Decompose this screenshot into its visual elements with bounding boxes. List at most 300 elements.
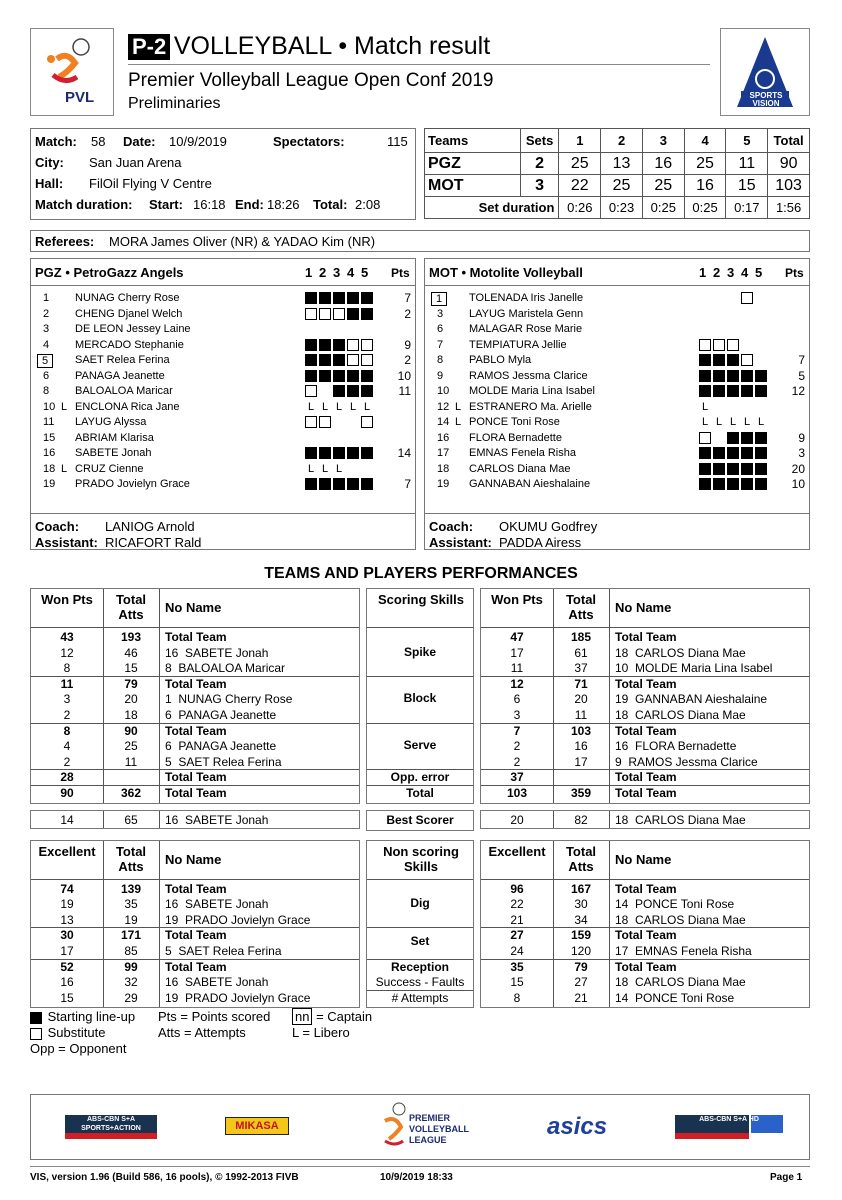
blank-square: [699, 308, 711, 320]
libero-set-marker: L: [335, 400, 343, 413]
player-points: 10: [397, 368, 411, 383]
match-info-box: [30, 128, 416, 220]
won-value: 4: [63, 739, 71, 754]
skill-name: Block: [403, 691, 437, 706]
set-duration-row: [425, 197, 810, 219]
end-label: End:: [235, 197, 264, 212]
skills-header: Scoring Skills: [378, 592, 464, 607]
libero-set-marker: L: [729, 416, 737, 428]
substitute-square-icon: [699, 339, 711, 351]
starting-square-icon: [741, 463, 753, 475]
player-name: FLORA Bernadette: [469, 431, 562, 444]
sponsor-sa-logo: [59, 1111, 163, 1141]
set3-header: 3: [642, 129, 684, 153]
won-value: 19: [60, 897, 74, 912]
player-name: CHENG Djanel Welch: [75, 307, 183, 320]
starting-square-icon: [347, 308, 359, 320]
column-header: Won Pts: [491, 592, 543, 607]
team-b-title: MOT • Motolite Volleyball: [429, 265, 583, 280]
player-number: 9: [437, 369, 444, 382]
player-row: [31, 338, 415, 353]
team-code: MOT: [425, 175, 521, 197]
won-value: 15: [510, 975, 524, 990]
blank-square: [713, 323, 725, 335]
starting-square-icon: [305, 354, 317, 366]
player-name: DE LEON Jessey Laine: [75, 323, 191, 335]
player-number: 8: [43, 385, 50, 397]
blank-square: [347, 416, 359, 428]
starting-square-icon: [305, 292, 317, 304]
set-duration: 0:25: [684, 197, 726, 219]
won-value: 27: [510, 928, 524, 943]
blank-square: [361, 432, 373, 444]
substitute-square-icon: [361, 354, 373, 366]
won-value: 17: [510, 645, 524, 660]
substitute-square-icon: [319, 416, 331, 428]
column-divider: [609, 811, 610, 829]
name-value: Total Team: [615, 676, 677, 691]
substitute-square-icon: [30, 1028, 42, 1040]
blank-square: [347, 463, 359, 475]
name-value: Total Team: [165, 723, 227, 738]
starting-square-icon: [333, 339, 345, 351]
set-participation: [305, 415, 375, 430]
starting-square-icon: [713, 447, 725, 459]
blank-square: [347, 323, 359, 335]
won-value: 74: [60, 881, 74, 896]
team-b-divider: [425, 285, 809, 286]
substitute-square-icon: [713, 339, 725, 351]
player-number: 19: [437, 478, 450, 490]
score-header-row: [425, 129, 810, 153]
skills-header: Non scoring Skills: [383, 843, 459, 874]
name-value: 5 SAET Relea Ferina: [165, 943, 282, 958]
name-value: 19 PRADO Jovielyn Grace: [165, 912, 311, 927]
player-name: PRADO Jovielyn Grace: [75, 478, 190, 490]
set-header: 5: [361, 265, 369, 280]
name-value: 10 MOLDE Maria Lina Isabel: [615, 661, 773, 676]
attempts-value: 35: [124, 897, 138, 912]
player-row: [425, 415, 809, 430]
starting-square-icon: [727, 432, 739, 444]
name-value: 9 RAMOS Jessma Clarice: [615, 754, 758, 769]
won-value: 2: [63, 708, 71, 722]
won-value: 103: [506, 786, 528, 800]
skill-name: Dig: [410, 896, 430, 911]
player-name: SABETE Jonah: [75, 447, 152, 459]
player-name: LAYUG Maristela Genn: [469, 307, 584, 320]
blank-square: [319, 385, 331, 397]
won-value: 21: [510, 912, 524, 927]
player-row: [425, 291, 809, 306]
won-value: 14: [60, 812, 74, 827]
player-name: NUNAG Cherry Rose: [75, 292, 180, 304]
name-value: Total Team: [615, 928, 677, 943]
name-value: 16 SABETE Jonah: [165, 645, 269, 660]
player-name: BALOALOA Maricar: [75, 385, 173, 397]
attempts-value: 120: [570, 943, 592, 958]
name-value: 18 CARLOS Diana Mae: [615, 975, 746, 990]
legend-atts: Atts = Attempts: [158, 1025, 246, 1040]
won-value: 28: [60, 770, 74, 785]
starting-square-icon: [727, 478, 739, 490]
starting-square-icon: [361, 308, 373, 320]
set-participation: [305, 322, 375, 337]
competition-name: Premier Volleyball League Open Conf 2019: [128, 70, 494, 91]
name-value: 19 GANNABAN Aieshalaine: [615, 692, 768, 707]
team-b-coach-divider: [425, 513, 809, 514]
attempts-value: 21: [574, 990, 588, 1005]
skill-name: Spike: [403, 644, 436, 659]
libero-set-marker: L: [321, 462, 329, 475]
libero-set-marker: L: [307, 462, 315, 475]
attempts-value: 27: [574, 975, 588, 990]
page-title: VOLLEYBALL • Match result: [173, 32, 491, 60]
starting-square-icon: [305, 478, 317, 490]
starting-square-icon: [319, 447, 331, 459]
end-time: 18:26: [267, 197, 300, 212]
set-participation: [699, 446, 769, 461]
player-number: 14: [437, 416, 450, 428]
player-number: 15: [43, 431, 56, 444]
won-value: 2: [513, 754, 521, 769]
team-a-roster: [30, 258, 416, 550]
assistant-label: Assistant:: [35, 535, 98, 550]
libero-set-marker: L: [757, 416, 765, 428]
starting-square-icon: [727, 370, 739, 382]
sponsor-name: ABS-CBN S+A HD: [699, 1116, 759, 1123]
won-value: 7: [513, 723, 521, 738]
player-points: 2: [404, 306, 411, 321]
player-points: 20: [791, 461, 805, 476]
legend-pts: Pts = Points scored: [158, 1009, 271, 1024]
player-points: 7: [404, 291, 411, 305]
skill-name: Best Scorer: [386, 812, 454, 827]
starting-square-icon: [361, 385, 373, 397]
attempts-value: 362: [120, 786, 142, 800]
starting-square-icon: [727, 354, 739, 366]
player-number: 10: [437, 385, 450, 397]
starting-square-icon: [347, 292, 359, 304]
player-name: TEMPIATURA Jellie: [469, 338, 567, 351]
player-name: SAET Relea Ferina: [75, 354, 170, 366]
starting-square-icon: [333, 292, 345, 304]
header-divider: [481, 627, 809, 628]
name-value: 14 PONCE Toni Rose: [615, 897, 735, 912]
column-header: No Name: [165, 851, 222, 867]
player-row: [31, 400, 415, 415]
teams-header: Teams: [425, 129, 521, 153]
starting-square-icon: [333, 370, 345, 382]
total-header: Total: [768, 129, 810, 153]
team-b-player-list: [425, 291, 809, 491]
blank-square: [319, 323, 331, 335]
set-participation: [305, 446, 375, 461]
name-value: 18 CARLOS Diana Mae: [615, 812, 746, 827]
starting-square-icon: [755, 370, 767, 382]
blank-square: [741, 401, 753, 413]
won-value: 30: [60, 928, 74, 943]
column-divider: [609, 589, 610, 803]
player-points: 7: [404, 477, 411, 491]
sports-vision-text: SPORTS VISION: [749, 91, 783, 108]
starting-square-icon: [741, 385, 753, 397]
won-value: 90: [60, 786, 74, 800]
pvl-logo: [30, 28, 114, 116]
set2-header: 2: [601, 129, 643, 153]
player-row: [31, 384, 415, 399]
substitute-square-icon: [741, 292, 753, 304]
player-points: 12: [791, 384, 805, 398]
substitute-square-icon: [305, 308, 317, 320]
substitute-square-icon: [361, 416, 373, 428]
header-divider: [367, 879, 473, 880]
player-row: [425, 446, 809, 461]
set-header: 2: [713, 265, 721, 280]
set-score: 15: [726, 175, 768, 197]
player-number: 5: [37, 354, 53, 368]
set-duration: 0:23: [601, 197, 643, 219]
phase-name: Preliminaries: [128, 95, 221, 112]
player-name: TOLENADA Iris Janelle: [469, 292, 584, 304]
legend-opp: Opp = Opponent: [30, 1041, 127, 1056]
player-row: [425, 322, 809, 337]
starting-square-icon: [347, 478, 359, 490]
libero-set-marker: L: [363, 400, 371, 413]
libero-set-marker: L: [307, 400, 315, 413]
skills-column: [366, 588, 474, 804]
starting-square-icon: [361, 292, 373, 304]
group-divider: [367, 676, 473, 677]
substitute-square-icon: [333, 308, 345, 320]
player-row: [425, 431, 809, 446]
legend-substitute: [30, 1025, 105, 1040]
libero-set-marker: L: [743, 416, 751, 428]
starting-square-icon: [727, 463, 739, 475]
column-header: Excellent: [38, 843, 96, 859]
set-participation: [305, 462, 375, 477]
pts-header: Pts: [391, 266, 410, 280]
player-row: [425, 307, 809, 322]
starting-square-icon: [361, 478, 373, 490]
total-time: 2:08: [355, 197, 381, 212]
name-value: 18 CARLOS Diana Mae: [615, 912, 746, 927]
attempts-value: 16: [574, 739, 588, 754]
set-participation: [699, 322, 769, 337]
name-value: 14 PONCE Toni Rose: [615, 990, 735, 1005]
set1-header: 1: [559, 129, 601, 153]
set-participation: [305, 431, 375, 446]
blank-square: [333, 323, 345, 335]
starting-square-icon: [713, 385, 725, 397]
set-duration-label: Set duration: [425, 197, 559, 219]
player-row: [425, 462, 809, 477]
set-participation: [699, 431, 769, 446]
set-score: 16: [642, 153, 684, 175]
match-label: Match:: [35, 134, 77, 149]
starting-square-icon: [755, 385, 767, 397]
header-divider: [367, 627, 473, 628]
libero-set-marker: L: [715, 416, 723, 428]
substitute-square-icon: [741, 354, 753, 366]
won-value: 3: [63, 692, 71, 707]
hall-label: Hall:: [35, 176, 64, 191]
player-number: 8: [437, 354, 444, 366]
sponsor-bar: [30, 1094, 810, 1160]
blank-square: [755, 339, 767, 351]
player-number: 2: [43, 307, 50, 320]
attempts-value: 99: [124, 959, 138, 974]
performance-side-table: [480, 840, 810, 1009]
sponsor-name: ABS-CBN S+A SPORTS+ACTION: [81, 1116, 141, 1132]
skills-column: [366, 810, 474, 832]
libero-marker: L: [455, 400, 462, 413]
name-value: Total Team: [615, 630, 677, 644]
set-header: 4: [741, 265, 749, 280]
sports-vision-logo: [720, 28, 810, 116]
team-a-divider: [31, 285, 415, 286]
column-header: No Name: [615, 851, 672, 867]
set-header: 3: [727, 265, 735, 280]
name-value: 16 FLORA Bernadette: [615, 739, 737, 754]
set-duration: 0:17: [726, 197, 768, 219]
referees-label: Referees:: [35, 234, 95, 249]
libero-set-marker: L: [349, 400, 357, 413]
player-row: [425, 477, 809, 492]
blank-square: [713, 432, 725, 444]
blank-square: [727, 292, 739, 304]
header-divider: [481, 879, 809, 880]
substitute-square-icon: [361, 339, 373, 351]
won-value: 37: [510, 770, 524, 785]
player-row: [31, 446, 415, 461]
name-value: 5 SAET Relea Ferina: [165, 754, 282, 769]
player-points: 7: [798, 353, 805, 367]
blank-square: [741, 339, 753, 351]
name-value: 1 NUNAG Cherry Rose: [165, 692, 293, 707]
name-value: 19 PRADO Jovielyn Grace: [165, 990, 311, 1005]
name-value: Total Team: [165, 676, 227, 691]
won-value: 47: [510, 630, 524, 644]
set-score: 25: [559, 153, 601, 175]
player-points: 9: [798, 430, 805, 445]
won-value: 12: [510, 676, 524, 691]
legend: [30, 1009, 430, 1059]
set-header: 1: [699, 265, 707, 280]
performance-side-table: [30, 840, 360, 1009]
starting-square-icon: [755, 478, 767, 490]
referees-value: MORA James Oliver (NR) & YADAO Kim (NR): [109, 234, 376, 249]
player-number: 1: [431, 292, 447, 306]
libero-set-marker: L: [321, 400, 329, 413]
attempts-value: 20: [574, 692, 588, 707]
starting-square-icon: [347, 385, 359, 397]
team-b-roster: [424, 258, 810, 550]
attempts-value: 61: [574, 645, 588, 660]
attempts-value: 25: [124, 739, 138, 754]
starting-square-icon: [699, 447, 711, 459]
blank-square: [727, 401, 739, 413]
attempts-value: 79: [124, 676, 138, 691]
player-row: [425, 369, 809, 384]
blank-square: [333, 416, 345, 428]
set-participation: [305, 369, 375, 384]
blank-square: [713, 292, 725, 304]
player-row: [425, 338, 809, 353]
sets-won: 2: [520, 153, 559, 175]
captain-box: nn: [292, 1008, 312, 1025]
player-name: ENCLONA Rica Jane: [75, 400, 180, 413]
attempts-value: 17: [574, 754, 588, 769]
skill-name: Total: [406, 786, 434, 800]
blank-square: [713, 308, 725, 320]
blank-square: [755, 323, 767, 335]
attempts-value: 30: [574, 897, 588, 912]
player-points: 10: [791, 477, 805, 491]
set-score: 16: [684, 175, 726, 197]
won-value: 52: [60, 959, 74, 974]
won-value: 6: [513, 692, 521, 707]
name-value: Total Team: [615, 786, 677, 800]
won-value: 13: [60, 912, 74, 927]
set-participation: [699, 369, 769, 384]
player-number: 3: [43, 323, 50, 335]
substitute-square-icon: [347, 339, 359, 351]
won-value: 11: [60, 676, 74, 691]
set-participation: [699, 462, 769, 477]
libero-marker: L: [61, 462, 68, 475]
assistant-label: Assistant:: [429, 535, 492, 550]
player-number: 11: [43, 416, 55, 428]
coach-label: Coach:: [429, 519, 474, 534]
player-name: EMNAS Fenela Risha: [469, 447, 576, 459]
duration-label: Match duration:: [35, 197, 133, 212]
libero-set-marker: L: [701, 400, 709, 413]
player-name: ABRIAM Klarisa: [75, 431, 154, 444]
starting-square-icon: [699, 354, 711, 366]
attempts-value: 171: [120, 928, 142, 943]
blank-square: [361, 463, 373, 475]
won-value: 17: [60, 943, 74, 958]
starting-square-icon: [727, 385, 739, 397]
score-row-pgz: [425, 153, 810, 175]
header-divider: [31, 627, 359, 628]
set-header: 4: [347, 265, 355, 280]
attempts-value: 20: [124, 692, 138, 707]
starting-square-icon: [319, 370, 331, 382]
sets-won: 3: [520, 175, 559, 197]
player-points: 11: [398, 384, 411, 398]
set-score: 13: [601, 153, 643, 175]
blank-square: [305, 432, 317, 444]
player-row: [425, 400, 809, 415]
title-line: [128, 32, 490, 61]
player-name: PANAGA Jeanette: [75, 369, 165, 382]
starting-square-icon: [713, 478, 725, 490]
won-value: 20: [510, 812, 524, 827]
player-number: 17: [437, 447, 450, 459]
blank-square: [361, 323, 373, 335]
team-a-set-headers: [305, 265, 375, 280]
match-number: 58: [91, 134, 106, 149]
player-number: 19: [43, 478, 56, 490]
coach-name: LANIOG Arnold: [105, 519, 195, 534]
set-participation: [699, 353, 769, 368]
footer-version: VIS, version 1.96 (Build 586, 16 pools), © 1992-2013 FIVB: [30, 1172, 299, 1183]
title-divider: [128, 64, 710, 65]
performance-side-table: [480, 810, 810, 830]
blank-square: [699, 292, 711, 304]
